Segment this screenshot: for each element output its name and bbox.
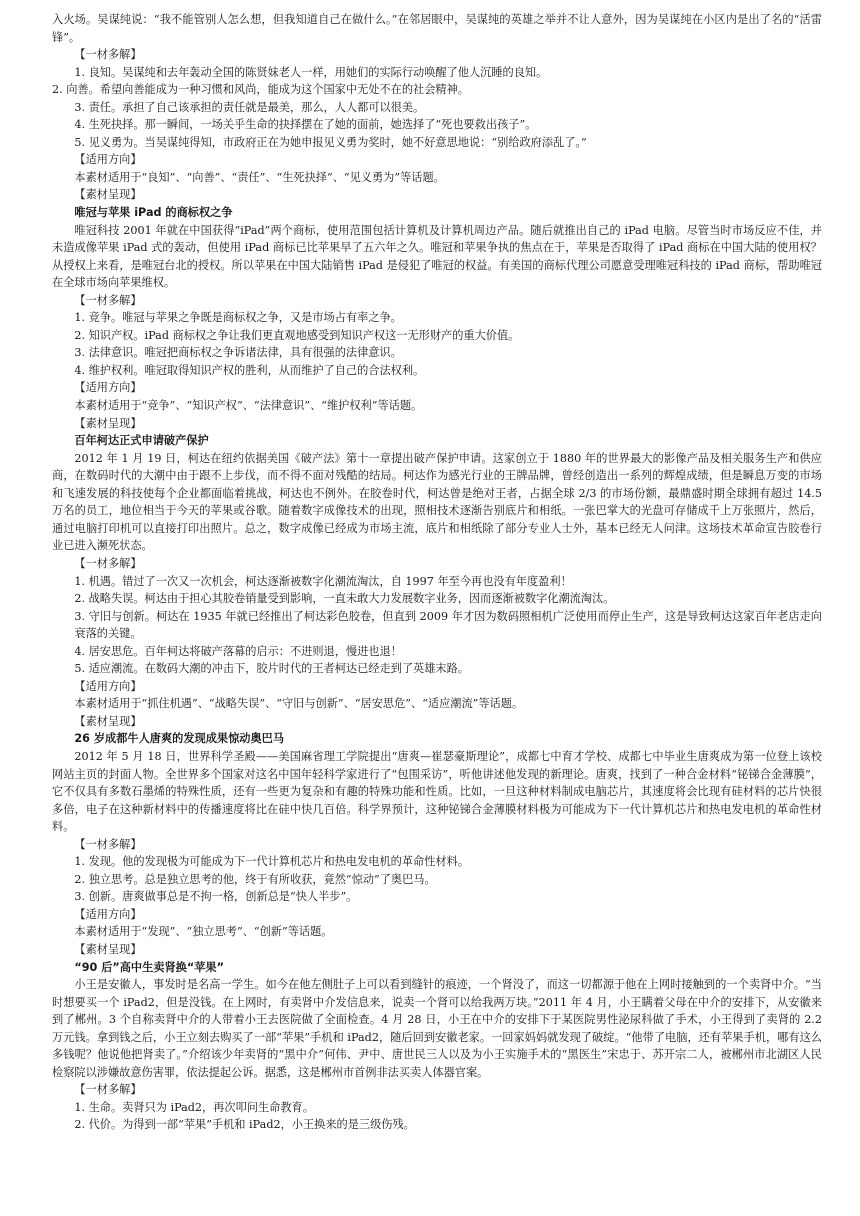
paragraph: 2012 年 1 月 19 日，柯达在纽约依据美国《破产法》第十一章提出破产保护申请。这家创立于 1880 年的世界最大的影像产品及相关服务生产和供应商，在数码时代的大潮中由于跟不上步伐，而不得不面对残酷的结局。柯达作为感光行业的王牌品牌，曾经创造出一系列的辉煌成绩，但是瞬息万变的市场和飞速发展的科技使每个企业都面临着挑战，柯达也不例外。在胶卷时代，柯达曾是绝对王者，占据全球 2/3 的市场份额，最鼎盛时期全球拥有超过 14.5 万名的员工，地位相当于今天的苹果或谷歌。随着数字成像技术的出现，照相技术逐渐告别底片和相纸。一张巴掌大的光盘可存储成千上万张照片，然后，通过电脑打印机可以直接打印出照片。总之，数字成像已经成为市场主流，底片和相纸除了部分专业人士外，基本已经无人问津。这场技术革命宣告胶卷行业已进入濒死状态。 (52, 451, 822, 553)
section-title: 唯冠与苹果 iPad 的商标权之争 (74, 206, 233, 220)
section-label: 【一材多解】 (74, 1083, 142, 1097)
list-item: 3. 守旧与创新。柯达在 1935 年就已经推出了柯达彩色胶卷，但直到 2009 年才因为数码照相机广泛使用而停止生产，这是导致柯达这家百年老店走向衰落的关键。 (74, 609, 822, 641)
section-label: 【素材呈现】 (74, 188, 142, 202)
section-title: 百年柯达正式申请破产保护 (74, 434, 209, 448)
list-item: 2. 知识产权。iPad 商标权之争让我们更直观地感受到知识产权这一无形财产的重大价值。 (74, 328, 520, 342)
list-item: 2. 向善。希望向善能成为一种习惯和风尚，能成为这个国家中无处不在的社会精神。 (52, 83, 469, 97)
section-label: 【素材呈现】 (74, 942, 142, 956)
section-label: 【一材多解】 (74, 556, 142, 570)
list-item: 3. 责任。承担了自己该承担的责任就是最美，那么，人人都可以很美。 (74, 100, 425, 114)
section-label: 【素材呈现】 (74, 416, 142, 430)
section-title: 26 岁成都牛人唐爽的发现成果惊动奥巴马 (74, 732, 285, 746)
list-item: 2. 战略失误。柯达由于担心其胶卷销量受到影响，一直未敢大力发展数字业务，因而逐渐被数字化潮流淘汰。 (74, 592, 615, 606)
section-label: 【适用方向】 (74, 381, 142, 395)
list-item: 2. 代价。为得到一部“苹果”手机和 iPad2，小王换来的是三级伤残。 (74, 1118, 415, 1132)
section-label: 【适用方向】 (74, 679, 142, 693)
section-label: 【适用方向】 (74, 153, 142, 167)
list-item: 3. 创新。唐爽做事总是不拘一格，创新总是“快人半步”。 (74, 890, 358, 904)
paragraph: 小王是安徽人，事发时是名高一学生。如今在他左侧肚子上可以看到缝针的痕迹，一个肾没了，而这一切都源于他在上网时接触到的一个卖肾中介。“当时想要买一个 iPad2，但是没钱。在上网时，有卖肾中介发信息来，说卖一个肾可以给我两万块。”2011 年 4 月，小王瞒着父母在中介的安排下，从安徽来到了郴州。3 个自称卖肾中介的人带着小王去医院做了全面检查。4 月 28 日，小王在中介的安排下于某医院男性泌尿科做了手术，小王得到了卖肾的 2.2 万元钱。拿到钱之后，小王立刻去购买了一部“苹果”手机和 iPad2，随后回到安徽老家。一回家妈妈就发现了破绽。“他带了电脑，还有苹果手机，哪有这么多钱呢？他说他把肾卖了。”介绍该少年卖肾的“黑中介”何伟、尹中、唐世民三人以及为小王实施手术的“黑医生”宋忠于、苏开宗二人，被郴州市北湖区人民检察院以涉嫌故意伤害罪，依法提起公诉。据悉，这是郴州市首例非法买卖人体器官案。 (52, 978, 822, 1079)
list-item: 4. 居安思危。百年柯达将破产落幕的启示：不进则退，慢进也退！ (74, 644, 402, 658)
section-label: 【素材呈现】 (74, 714, 142, 728)
paragraph: 2012 年 5 月 18 日，世界科学圣殿——美国麻省理工学院提出“唐爽—崔瑟豪斯理论”，成都七中育才学校、成都七中毕业生唐爽成为第一位登上该校网站主页的封面人物。全世界多个国家对这名中国年轻科学家进行了“包围采访”，听他讲述他发现的新理论。唐爽，找到了一种合金材料“铋锑合金薄膜”，它不仅具有多数石墨烯的特殊性质，还有一些更为复杂和有趣的特殊功能和性质。比如，一旦这种材料制成电脑芯片，其速度将会比现有硅材料的芯片快很多倍，电子在这种新材料中的传播速度将比在硅中快几百倍。科学界预计，这种铋锑合金薄膜材料极为可能成为下一代计算机芯片和热电发电机的革命性材料。 (52, 749, 822, 834)
section-label: 【一材多解】 (74, 48, 142, 62)
list-item: 4. 生死抉择。那一瞬间，一场关乎生命的抉择摆在了她的面前，她选择了“死也要救出孩子”。 (74, 118, 537, 132)
section-label: 本素材适用于“竞争”、“知识产权”、“法律意识”、“维护权利”等话题。 (74, 399, 423, 413)
section-label: 本素材适用于“良知”、“向善”、“责任”、“生死抉择”、“见义勇为”等话题。 (74, 170, 445, 184)
list-item: 4. 维护权利。唯冠取得知识产权的胜利，从而维护了自己的合法权利。 (74, 363, 425, 377)
section-label: 本素材适用于“抓住机遇”、“战略失误”、“守旧与创新”、“居安思危”、“适应潮流”等话题。 (74, 697, 524, 711)
section-label: 【一材多解】 (74, 293, 142, 307)
section-label: 【一材多解】 (74, 837, 142, 851)
list-item: 5. 适应潮流。在数码大潮的冲击下，胶片时代的王者柯达已经走到了英雄末路。 (74, 662, 469, 676)
list-item: 1. 良知。吴谋纯和去年轰动全国的陈贤妹老人一样，用她们的实际行动唤醒了他人沉睡的良知。 (74, 65, 548, 79)
list-item: 2. 独立思考。总是独立思考的他，终于有所收获，竟然“惊动”了奥巴马。 (74, 872, 436, 886)
paragraph: 入火场。吴谋纯说：“我不能管别人怎么想，但我知道自己在做什么。”在邻居眼中，吴谋纯的英雄之举并不让人意外，因为吴谋纯在小区内是出了名的“活雷锋”。 (52, 13, 822, 44)
list-item: 5. 见义勇为。当吴谋纯得知，市政府正在为她申报见义勇为奖时，她不好意思地说：“别给政府添乱了。” (74, 135, 587, 149)
list-item: 1. 机遇。错过了一次又一次机会，柯达逐渐被数字化潮流淘汰，自 1997 年至今再也没有年度盈利！ (74, 574, 572, 588)
list-item: 1. 发现。他的发现极为可能成为下一代计算机芯片和热电发电机的革命性材料。 (74, 855, 469, 869)
list-item: 1. 竞争。唯冠与苹果之争既是商标权之争，又是市场占有率之争。 (74, 311, 402, 325)
list-item: 1. 生命。卖肾只为 iPad2，再次叩问生命教育。 (74, 1100, 314, 1114)
list-item: 3. 法律意识。唯冠把商标权之争诉诸法律，具有很强的法律意识。 (74, 346, 402, 360)
document-page (52, 11, 822, 1134)
paragraph: 唯冠科技 2001 年就在中国获得“iPad”两个商标，使用范围包括计算机及计算机周边产品。随后就推出自己的 iPad 电脑。尽管当时市场反应不佳，并未造成像苹果 iPad 式的轰动，但使用 iPad 商标已比苹果早了五六年之久。唯冠和苹果争执的焦点在于，苹果是否取得了 iPad 商标在中国大陆的使用权？从授权上来看，是唯冠台北的授权。所以苹果在中国大陆销售 iPad 是侵犯了唯冠的权益。有美国的商标代理公司愿意受理唯冠科技的 iPad 商标，帮助唯冠在全球市场向苹果维权。 (52, 223, 822, 290)
section-label: 本素材适用于“发现”、“独立思考”、“创新”等话题。 (74, 925, 333, 939)
section-title: “90 后”高中生卖肾换“苹果” (74, 960, 224, 974)
section-label: 【适用方向】 (74, 907, 142, 921)
